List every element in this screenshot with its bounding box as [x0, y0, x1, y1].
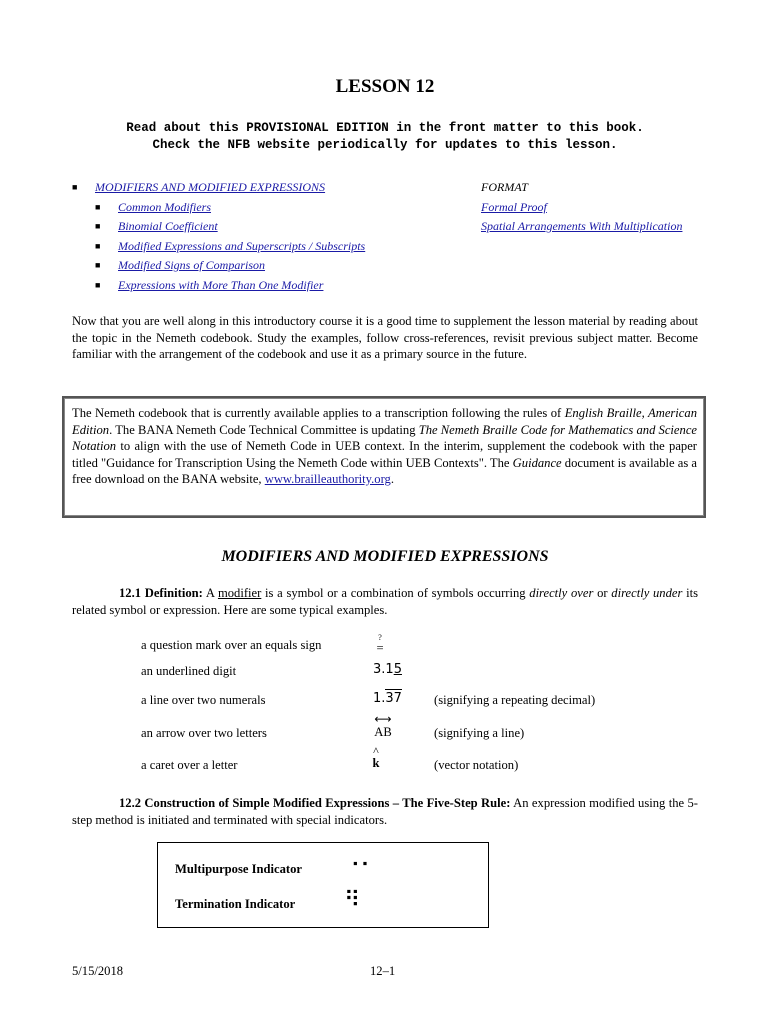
multipurpose-indicator-braille: ⠐⠂	[344, 854, 377, 879]
example-label-2: a line over two numerals	[141, 693, 266, 707]
box-text-3: to align with the use of Nemeth Code in UEB context. In the interim, supplement the codebook with the paper titled "Guidance for Transcription Using the Nemeth Code within UEB Contexts". The	[72, 439, 697, 470]
def-italic-2: directly under	[611, 586, 683, 600]
footer-date: 5/15/2018	[72, 964, 124, 978]
example-note-2: (signifying a repeating decimal)	[434, 693, 596, 707]
termination-indicator-braille: ⠻	[344, 888, 361, 913]
footer-page-number: 12–1	[370, 964, 396, 978]
box-italic-1: English Braille, American Edition	[72, 406, 697, 437]
box-text-1: The Nemeth codebook that is currently available applies to a transcription following the rules of	[72, 406, 565, 420]
toc-left	[72, 180, 472, 297]
bullet-icon: ■	[95, 240, 101, 251]
bullet-icon: ■	[95, 201, 101, 212]
def-text-3: or	[593, 586, 612, 600]
example-note-4: (vector notation)	[434, 758, 519, 772]
toc-right-row	[481, 219, 761, 239]
definition-number: 12.1 Definition:	[119, 586, 203, 600]
example-label-0: a question mark over an equals sign	[141, 638, 322, 652]
box-text-5: .	[390, 472, 395, 486]
toc-link[interactable]: Expressions with More Than One Modifier	[118, 277, 324, 292]
example-label-4: a caret over a letter	[141, 758, 238, 772]
vector-k-symbol	[370, 746, 382, 770]
toc-link[interactable]: Modified Signs of Comparison	[118, 258, 266, 272]
repeating-decimal-example: 1.37	[373, 691, 402, 706]
toc-left-row	[72, 258, 472, 278]
definition-paragraph	[72, 585, 698, 618]
double-arrow-icon: ⟷	[374, 712, 392, 726]
bana-website-link[interactable]: www.brailleauthority.org	[264, 472, 391, 486]
rule-number: 12.2 Construction of Simple Modified Expressions – The Five-Step Rule:	[119, 796, 511, 810]
indicator-label-0: Multipurpose Indicator	[175, 862, 302, 876]
example-note-3: (signifying a line)	[434, 726, 525, 740]
def-text-2: is a symbol or a combination of symbols occurring	[261, 586, 530, 600]
toc-link-modifiers[interactable]: MODIFIERS AND MODIFIED EXPRESSIONS	[95, 180, 326, 194]
def-text-4: its related symbol or expression. Here are some typical examples.	[72, 586, 698, 617]
definition-term: modifier	[217, 586, 262, 600]
lesson-title: LESSON 12	[335, 76, 435, 97]
section-heading: MODIFIERS AND MODIFIED EXPRESSIONS	[221, 548, 549, 565]
bullet-icon: ■	[95, 279, 101, 290]
indicator-label-1: Termination Indicator	[175, 897, 296, 911]
toc-link[interactable]: Binomial Coefficient	[118, 219, 218, 233]
example-label-3: an arrow over two letters	[141, 726, 267, 740]
underlined-digit-example: 3.15	[373, 662, 402, 677]
indicator-box	[157, 842, 489, 928]
line-ab-symbol	[372, 713, 394, 739]
example-label-1: an underlined digit	[141, 664, 237, 678]
def-text-1: A	[202, 586, 218, 600]
toc-link[interactable]: Common Modifiers	[118, 199, 211, 214]
box-text-4: document is available as a free download on the BANA website,	[72, 455, 697, 486]
toc-format-heading: FORMAT	[481, 180, 528, 194]
box-italic-3: Guidance	[512, 455, 562, 470]
letter-k: k	[372, 756, 380, 770]
letters-ab: AB	[374, 725, 392, 739]
box-text-2: . The BANA Nemeth Code Technical Committee is updating	[109, 422, 419, 437]
toc-left-row	[72, 278, 472, 298]
toc-left-row	[72, 219, 472, 239]
rule-text: An expression modified using the 5-step method is initiated and terminated with special indicators.	[72, 796, 698, 827]
question-mark-over: ?	[378, 633, 382, 642]
toc-link[interactable]: Formal Proof	[481, 199, 547, 214]
toc-link[interactable]: Modified Expressions and Superscripts / Subscripts	[118, 238, 366, 253]
def-italic-1: directly over	[529, 586, 594, 600]
caret-icon: ^	[373, 744, 379, 758]
toc-link[interactable]: Spatial Arrangements With Multiplication	[481, 219, 683, 233]
bullet-icon: ■	[72, 182, 78, 192]
toc-right-row	[481, 200, 761, 220]
provisional-notice-line2: Check the NFB website periodically for updates to this lesson.	[152, 138, 618, 152]
note-box-text	[72, 405, 697, 488]
rule-paragraph	[72, 795, 698, 828]
box-italic-2: The Nemeth Braille Code for Mathematics and Science Notation	[72, 422, 697, 453]
question-equals-symbol	[374, 634, 386, 654]
equals-sign: =	[376, 641, 384, 655]
bullet-icon: ■	[95, 260, 101, 270]
toc-right	[481, 180, 761, 239]
toc-left-row	[72, 200, 472, 220]
bullet-icon: ■	[95, 221, 101, 231]
provisional-notice-line1: Read about this PROVISIONAL EDITION in the front matter to this book.	[126, 121, 644, 135]
toc-left-row	[72, 239, 472, 259]
intro-paragraph: Now that you are well along in this introductory course it is a good time to supplement the lesson material by reading about the topic in the Nemeth codebook. Study the examples, follow cross-references, revisit previous subject matter. Become familiar with the arrangement of the codebook and use it as a primary source in the future.	[72, 314, 698, 361]
